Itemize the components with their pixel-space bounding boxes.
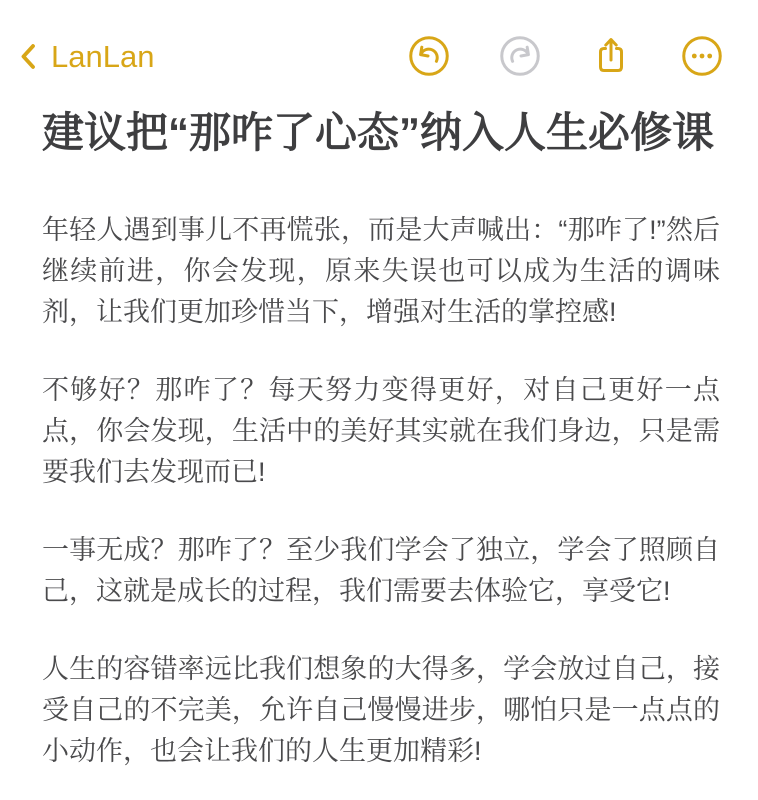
more-button[interactable] [680,33,724,79]
redo-button[interactable] [498,33,542,79]
undo-button[interactable] [407,33,451,79]
navigation-bar [0,0,758,80]
note-paragraph: 人生的容错率远比我们想象的大得多，学会放过自己，接受自己的不完美，允许自己慢慢进步，哪怕只是一点点的小动作，也会让我们的人生更加精彩! [42,654,720,767]
toolbar [407,33,724,79]
note-paragraph: 年轻人遇到事儿不再慌张，而是大声喊出：“那咋了!”然后继续前进，你会发现，原来失误也可以成为生活的调味剂，让我们更加珍惜当下，增强对生活的掌控感! [42,215,720,328]
back-button-label: LanLan [51,38,155,74]
back-button[interactable] [18,38,155,74]
share-icon [589,33,633,79]
note-title: 建议把“那咋了心态”纳入人生必修课 [42,109,715,156]
note-editor[interactable] [0,108,758,772]
ellipsis-icon [680,34,724,78]
undo-icon [407,34,451,78]
share-button[interactable] [589,33,633,79]
note-paragraph: 一事无成？那咋了？至少我们学会了独立，学会了照顾自己，这就是成长的过程，我们需要去体验它，享受它! [42,535,720,607]
chevron-left-icon [18,41,38,72]
redo-icon [498,34,542,78]
note-paragraph: 不够好？那咋了？每天努力变得更好，对自己更好一点点，你会发现，生活中的美好其实就在我们身边，只是需要我们去发现而已! [42,375,720,488]
